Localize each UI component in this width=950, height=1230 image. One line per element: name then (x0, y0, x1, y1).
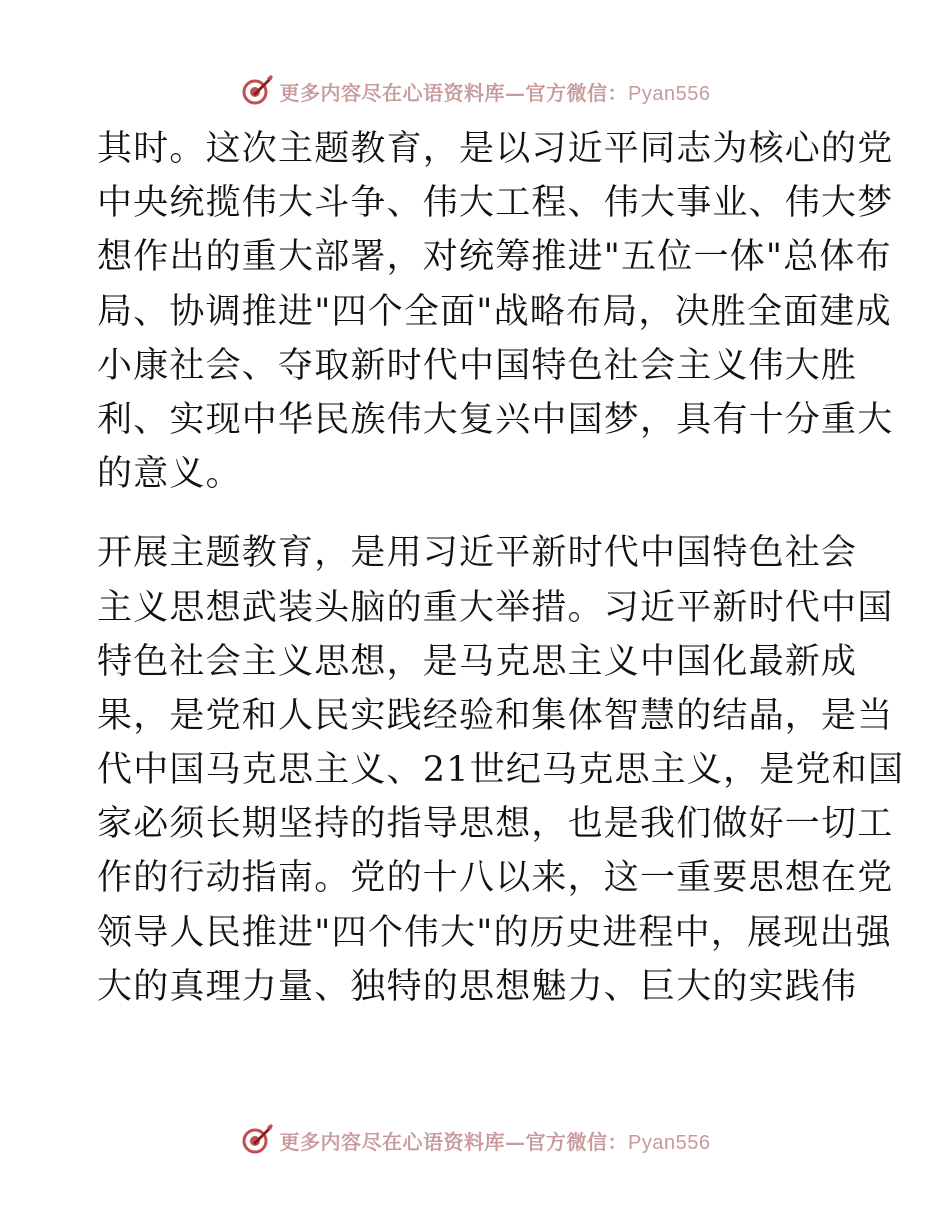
document-body (97, 122, 905, 1014)
text-line: 家必须长期坚持的指导思想，也是我们做好一切工 (97, 804, 894, 845)
paragraph-2 (97, 526, 905, 1014)
quill-pen-logo-icon (240, 1123, 274, 1157)
text-line: 领导人民推进"四个伟大"的历史进程中，展现出强 (97, 912, 892, 953)
text-line: 大的真理力量、独特的思想魅力、巨大的实践伟 (97, 966, 858, 1007)
text-line: 代中国马克思主义、21世纪马克思主义，是党和国 (97, 750, 905, 791)
text-line: 局、协调推进"四个全面"战略布局，决胜全面建成 (97, 291, 892, 332)
text-line: 中央统揽伟大斗争、伟大工程、伟大事业、伟大梦 (97, 183, 894, 224)
text-line: 利、实现中华民族伟大复兴中国梦，具有十分重大 (97, 399, 894, 440)
quill-pen-logo-icon (240, 74, 274, 108)
text-line: 作的行动指南。党的十八以来，这一重要思想在党 (97, 858, 894, 899)
footer-banner-id: Pyan556 (628, 1131, 711, 1154)
text-line: 主义思想武装头脑的重大举措。习近平新时代中国 (97, 587, 894, 628)
header-banner-id: Pyan556 (628, 82, 711, 105)
footer-banner-text: 更多内容尽在心语资料库—官方微信：Pyan556 (279, 1129, 711, 1154)
text-line: 开展主题教育，是用习近平新时代中国特色社会 (97, 533, 858, 574)
footer-watermark-banner (0, 1120, 950, 1160)
text-line: 的意义。 (97, 454, 242, 495)
text-line: 想作出的重大部署，对统筹推进"五位一体"总体布 (97, 237, 892, 278)
text-line: 果，是党和人民实践经验和集体智慧的结晶，是当 (97, 695, 894, 736)
paragraph-spacer (97, 501, 857, 526)
text-line: 小康社会、夺取新时代中国特色社会主义伟大胜 (97, 345, 858, 386)
text-line: 特色社会主义思想，是马克思主义中国化最新成 (97, 641, 858, 682)
paragraph-1 (97, 122, 894, 501)
text-line: 其时。这次主题教育，是以习近平同志为核心的党 (97, 129, 894, 169)
header-banner-text: 更多内容尽在心语资料库—官方微信：Pyan556 (279, 80, 711, 105)
header-watermark-banner (0, 71, 950, 111)
